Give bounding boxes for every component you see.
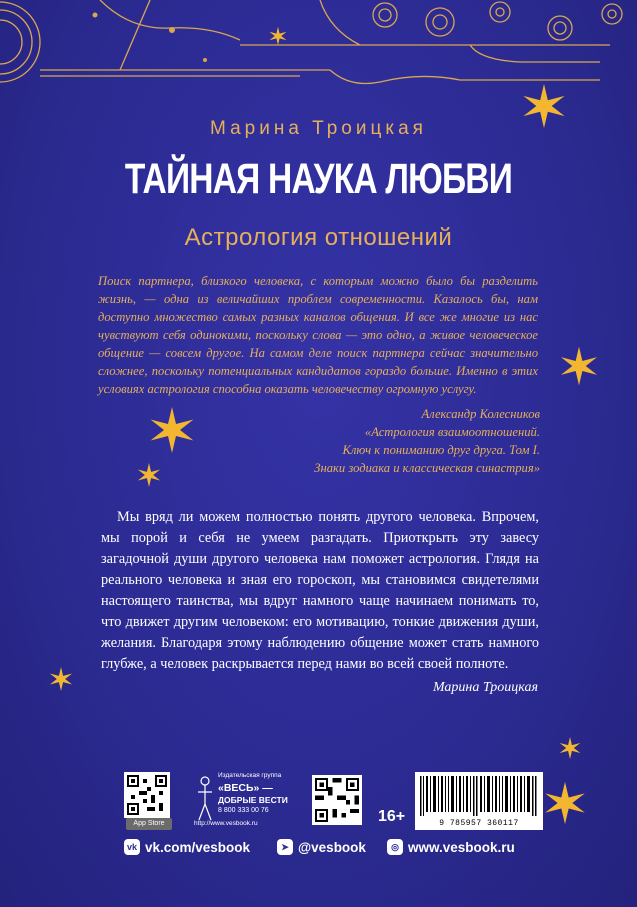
star-icon [268,26,288,46]
globe-icon: ◎ [387,839,403,855]
telegram-icon: ➤ [277,839,293,855]
quote-source-line: Знаки зодиака и классическая синастрия» [314,461,540,475]
star-icon [558,736,582,760]
star-icon [48,666,74,692]
publisher-name: «ВЕСЬ» — [218,782,273,794]
vk-link[interactable]: vk.com/vesbook [145,839,251,855]
publisher-site[interactable]: http://www.vesbook.ru [194,820,258,827]
annotation-signature: Марина Троицкая [432,680,538,695]
qr-code-site[interactable] [312,775,362,825]
quote-source-line: «Астрология взаимоотношений. [364,425,540,439]
age-rating: 16+ [378,808,406,825]
appstore-badge[interactable]: App Store [126,818,172,830]
quote-text: Поиск партнера, близкого человека, с которым можно было бы разделить жизнь, — одна из величайших проблем современности. Казалось бы, нам доступно множество самых разных каналов общения. И все же многие из нас чувствуют себя одинокими, поскольку слова — это одно, а живое человеческое общение — совсем другое. На самом деле поиск партнера сейчас значительно сложнее, поскольку потенциальных кандидатов гораздо больше. Именно в этих условиях астрология способна оказать человечеству огромную услугу. [98,274,538,396]
publisher-logo-icon [194,774,216,824]
book-subtitle: Астрология отношений [184,224,453,251]
quote-source [240,405,540,477]
star-icon [542,780,588,826]
author-name: Марина Троицкая [210,118,427,139]
web-link[interactable]: www.vesbook.ru [408,839,515,855]
telegram-link[interactable]: @vesbook [298,839,366,855]
social-web[interactable] [387,838,515,856]
publisher-group-label: Издательская группа [218,772,282,779]
social-telegram[interactable] [277,838,366,856]
qr-code-appstore[interactable] [124,772,170,818]
isbn-number: 9 785957 360117 [439,819,519,828]
isbn-barcode [415,772,543,830]
publisher-tagline: ДОБРЫЕ ВЕСТИ [218,795,288,805]
publisher-phone: 8 800 333 00 76 [218,807,269,814]
book-title: ТАЙНАЯ НАУКА ЛЮБВИ [124,155,513,203]
star-icon [558,345,600,387]
star-icon [136,462,162,488]
vk-icon: vk [124,839,140,855]
star-icon [147,405,197,455]
annotation-text: Мы вряд ли можем полностью понять другого человека. Впрочем, мы порой и себя не умеем разгадать. Приоткрыть эту завесу загадочной души другого человека нам поможет астрология. Глядя на реального человека и зная его гороскоп, мы становимся свидетелями настоящего таинства, мы вдруг намного чаще начинаем понимать то, что движет другим человеком: его мотивацию, тонкие движения души, желания. Благодаря этому наблюдению общение может стать намного глубже, а человек раскрывается перед нами во всей своей полноте. [101,509,539,672]
quote-source-author: Александр Колесников [421,407,540,421]
quote-source-line: Ключ к пониманию друг друга. Том I. [342,443,540,457]
epigraph-quote [98,272,538,398]
social-vk[interactable] [124,838,250,856]
